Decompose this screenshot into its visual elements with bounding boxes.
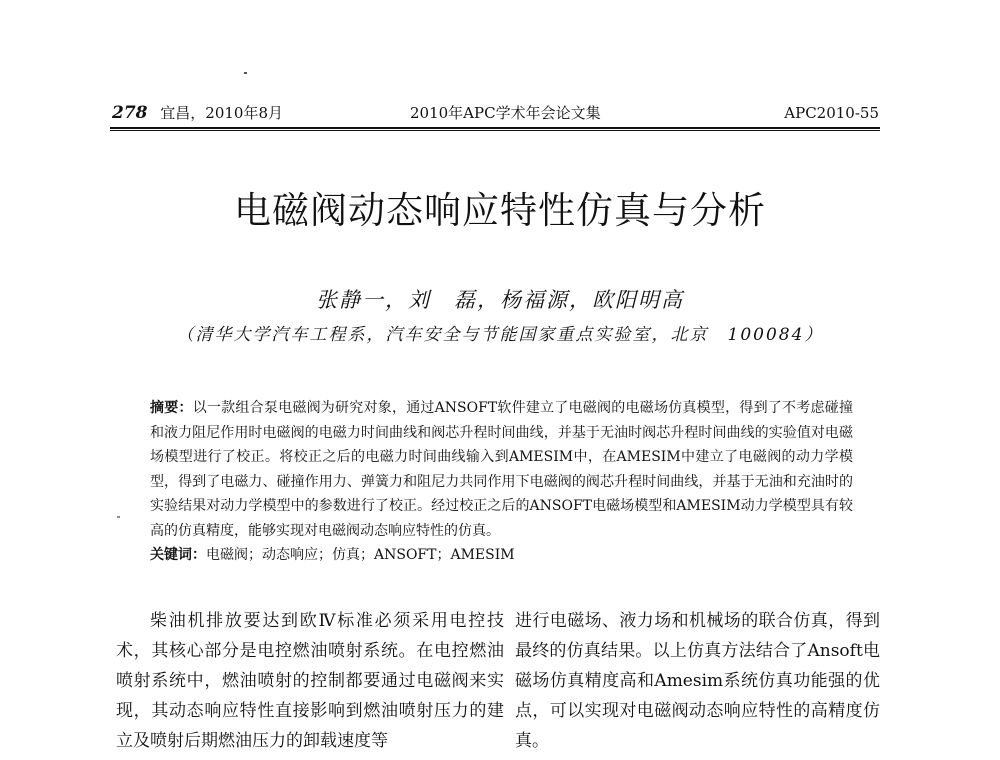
running-header-left [112,103,283,123]
author-list: 张静一，刘 磊，杨福源，欧阳明高 [316,288,684,312]
paper-title: 电磁阀动态响应特性仿真与分析 [234,189,766,232]
scan-speck [244,72,247,74]
body-paragraph: 柴油机排放要达到欧Ⅳ标准必须采用电控技术，其核心部分是电控燃油喷射系统。在电控燃油喷射系统中，燃油喷射的控制都要通过电磁阀来实现，其动态响应特性直接影响到燃油喷射压力的建立及喷射后期燃油压力的卸载速度等 [116,611,504,751]
body-column-right [515,606,880,756]
keywords [150,543,853,568]
abstract-text: 以一款组合泵电磁阀为研究对象，通过ANSOFT软件建立了电磁阀的电磁场仿真模型，得到了不考虑碰撞和液力阻尼作用时电磁阀的电磁力时间曲线和阀芯升程时间曲线，并基于无油时阀芯升程时间曲线的实验值对电磁场模型进行了校正。将校正之后的电磁力时间曲线输入到AMESIM中，在AMESIM中建立了电磁阀的动力学模型，得到了电磁力、碰撞作用力、弹簧力和阻尼力共同作用下电磁阀的阀芯升程时间曲线，并基于无油和充油时的实验结果对动力学模型中的参数进行了校正。经过校正之后的ANSOFT电磁场模型和AMESIM动力学模型具有较高的仿真精度，能够实现对电磁阀动态响应特性的仿真。 [150,400,853,539]
location-date: 宜昌，2010年8月 [160,104,283,122]
abstract [150,396,853,543]
keywords-text: 电磁阀；动态响应；仿真；ANSOFT；AMESIM [206,547,515,563]
header-rule [110,127,880,129]
affiliation: （清华大学汽车工程系，汽车安全与节能国家重点实验室，北京 100084） [176,325,824,345]
proceedings-title: 2010年APC学术年会论文集 [410,104,601,122]
scan-speck [117,516,120,518]
header-rule-thin [110,130,880,131]
abstract-label: 摘要： [150,400,193,416]
body-paragraph: 进行电磁场、液力场和机械场的联合仿真，得到最终的仿真结果。以上仿真方法结合了Ansoft电磁场仿真精度高和Amesim系统仿真功能强的优点，可以实现对电磁阀动态响应特性的高精度仿真。 [515,611,880,751]
abstract-block [150,396,853,568]
running-header [112,103,879,127]
keywords-label: 关键词： [150,547,206,563]
body-column-left [116,606,504,756]
page-number: 278 [112,103,148,123]
paper-id: APC2010-55 [784,104,879,122]
